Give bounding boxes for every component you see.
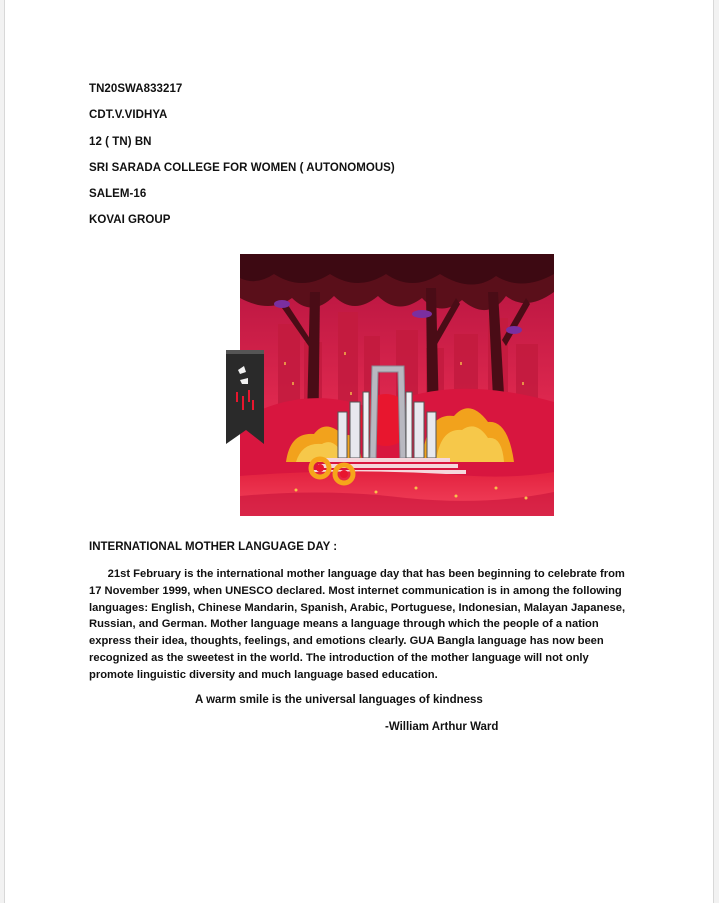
header-group: KOVAI GROUP (89, 214, 171, 226)
document-page (4, 0, 714, 903)
quote-text: A warm smile is the universal languages of kindness (195, 694, 483, 706)
header-college: SRI SARADA COLLEGE FOR WOMEN ( AUTONOMOUS) (89, 162, 395, 174)
article-title: INTERNATIONAL MOTHER LANGUAGE DAY : (89, 541, 338, 553)
header-battalion: 12 ( TN) BN (89, 136, 152, 148)
shaheed-minar-illustration (226, 252, 554, 516)
header-registration-number: TN20SWA833217 (89, 83, 183, 95)
article-line: 17 November 1999, when UNESCO declared. Most internet communication is in among the following (89, 584, 622, 597)
article-body (89, 566, 637, 684)
article-line: languages: English, Chinese Mandarin, Spanish, Arabic, Portuguese, Indonesian, Malayan Japanese, (89, 601, 626, 614)
header-city: SALEM-16 (89, 188, 147, 200)
header-cadet-name: CDT.V.VIDHYA (89, 109, 168, 121)
article-line: Russian, and German. Mother language means a language through which the people of a nation (89, 618, 599, 631)
black-flag (226, 350, 264, 444)
article-line: express their idea, thoughts, feelings, and emotions clearly. GUA Bangla language has now been (89, 635, 604, 648)
quote-author: -William Arthur Ward (385, 721, 499, 733)
article-line: promote linguistic diversity and much language based education. (89, 668, 438, 681)
article-line: recognized as the sweetest in the world. The introduction of the mother language will not only (89, 651, 589, 664)
article-line: 21st February is the international mother language day that has been beginning to celebrate from (89, 568, 625, 580)
